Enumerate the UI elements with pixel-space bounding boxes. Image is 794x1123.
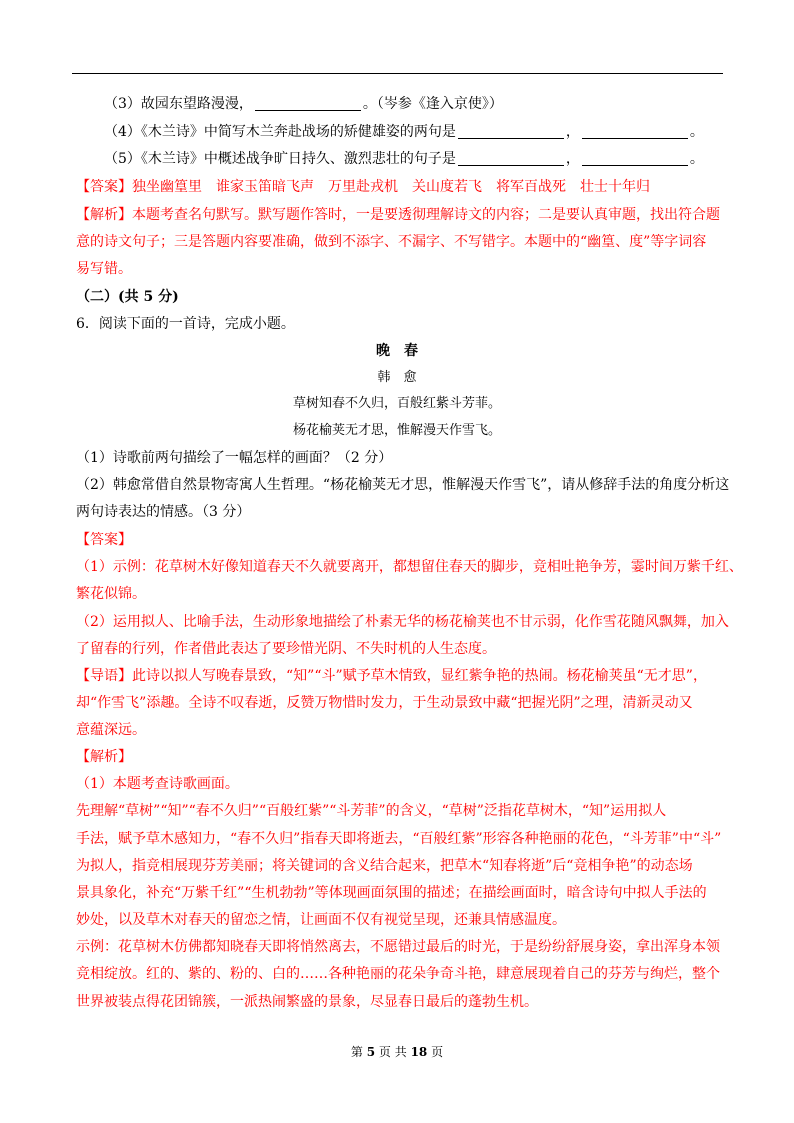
- answer-line: （2）运用拟人、比喻手法，生动形象地描绘了朴素无华的杨花榆荚也不甘示弱，化作雪花随风飘舞，加入: [76, 614, 729, 630]
- section-heading: （二）(共 5 分): [76, 289, 179, 305]
- analysis-1-line: 【解析】本题考查名句默写。默写题作答时，一是要透彻理解诗文的内容；二是要认真审题，找出符合题: [76, 207, 720, 223]
- poem-title: 晚 春: [376, 343, 418, 359]
- analysis-line: 竞相绽放。红的、紫的、粉的、白的……各种艳丽的花朵争奇斗艳，肆意展现着自己的芬芳与绚烂，整个: [76, 966, 720, 982]
- analysis-1-line: 易写错。: [76, 261, 132, 277]
- question-6: 6．阅读下面的一首诗，完成小题。: [76, 316, 295, 332]
- analysis-line: 世界被装点得花团锦簇，一派热闹繁盛的景象，尽显春日最后的蓬勃生机。: [76, 994, 538, 1010]
- answer-blank[interactable]: [582, 124, 688, 139]
- answer-1: 【答案】独坐幽篁里 谁家玉笛暗飞声 万里赴戎机 关山度若飞 将军百战死 壮士十年归: [76, 179, 650, 195]
- poem-line: 草树知春不久归，百般红紫斗芳菲。: [292, 396, 501, 411]
- page-total: 18: [410, 1045, 428, 1059]
- analysis-label: 【解析】: [76, 749, 132, 765]
- guide-line: 【导语】此诗以拟人写晚春景致，“知”“斗”赋予草木情致，显红紫争艳的热闹。杨花榆荚虽“无才思”，: [76, 668, 707, 684]
- answer-blank[interactable]: [458, 151, 564, 166]
- poem-line: 杨花榆荚无才思，惟解漫天作雪飞。: [292, 423, 501, 438]
- item-4: （4）《木兰诗》中简写木兰奔赴战场的矫健雄姿的两句是 ， 。: [104, 124, 704, 140]
- answer-line: 了留春的行列，作者借此表达了要珍惜光阴、不失时机的人生态度。: [76, 641, 496, 657]
- answer-line: （1）示例：花草树木好像知道春天不久就要离开，都想留住春天的脚步，竞相吐艳争芳，霎时间万紫千红、: [76, 559, 743, 575]
- sub-question-2: 两句诗表达的情感。（3 分）: [76, 504, 251, 520]
- answer-line: 繁花似锦。: [76, 586, 146, 602]
- answer-blank[interactable]: [458, 124, 564, 139]
- analysis-line: 手法，赋予草木感知力，“春不久归”指春天即将逝去，“百般红紫”形容各种艳丽的花色，“斗芳菲”中“斗”: [76, 831, 722, 847]
- item-5: （5）《木兰诗》中概述战争旷日持久、激烈悲壮的句子是 ， 。: [104, 151, 704, 167]
- header-rule: [72, 73, 723, 74]
- guide-line: 却“作雪飞”添趣。全诗不叹春逝，反赞万物惜时发力，于生动景致中藏“把握光阴”之理，清新灵动又: [76, 695, 693, 711]
- guide-line: 意蕴深远。: [76, 722, 146, 738]
- analysis-line: 景具象化，补充“万紫千红”“生机勃勃”等体现画面氛围的描述；在描绘画面时，暗含诗句中拟人手法的: [76, 885, 707, 901]
- poem-author: 韩 愈: [377, 370, 417, 385]
- answer-blank[interactable]: [582, 151, 688, 166]
- page-footer: 第 5 页 共 18 页: [350, 1045, 444, 1059]
- sub-question-2: （2）韩愈常借自然景物寄寓人生哲理。“杨花榆荚无才思，惟解漫天作雪飞”，请从修辞手法的角度分析这: [76, 477, 730, 493]
- sub-question-1: （1）诗歌前两句描绘了一幅怎样的画面？（2 分）: [76, 450, 393, 466]
- analysis-line: 妙处，以及草木对春天的留恋之情，让画面不仅有视觉呈现，还兼具情感温度。: [76, 912, 566, 928]
- analysis-line: 为拟人，指竞相展现芬芳美丽；将关键词的含义结合起来，把草木“知春将逝”后“竞相争艳”的动态场: [76, 858, 693, 874]
- page-number: 5: [366, 1045, 376, 1059]
- analysis-line: 示例：花草树木仿佛都知晓春天即将悄然离去，不愿错过最后的时光，于是纷纷舒展身姿，拿出浑身本领: [76, 939, 720, 955]
- answer-label: 【答案】: [76, 532, 132, 548]
- answer-blank[interactable]: [255, 96, 361, 111]
- item-3: （3）故园东望路漫漫， 。（岑参《逢入京使》）: [104, 96, 503, 112]
- analysis-line: 先理解“草树”“知”“春不久归”“百般红紫”“斗芳菲”的含义，“草树”泛指花草树木，“知”运用拟人: [76, 803, 667, 819]
- analysis-line: （1）本题考查诗歌画面。: [76, 776, 239, 792]
- analysis-1-line: 意的诗文句子；三是答题内容要准确，做到不添字、不漏字、不写错字。本题中的“幽篁、度”等字词容: [76, 234, 707, 250]
